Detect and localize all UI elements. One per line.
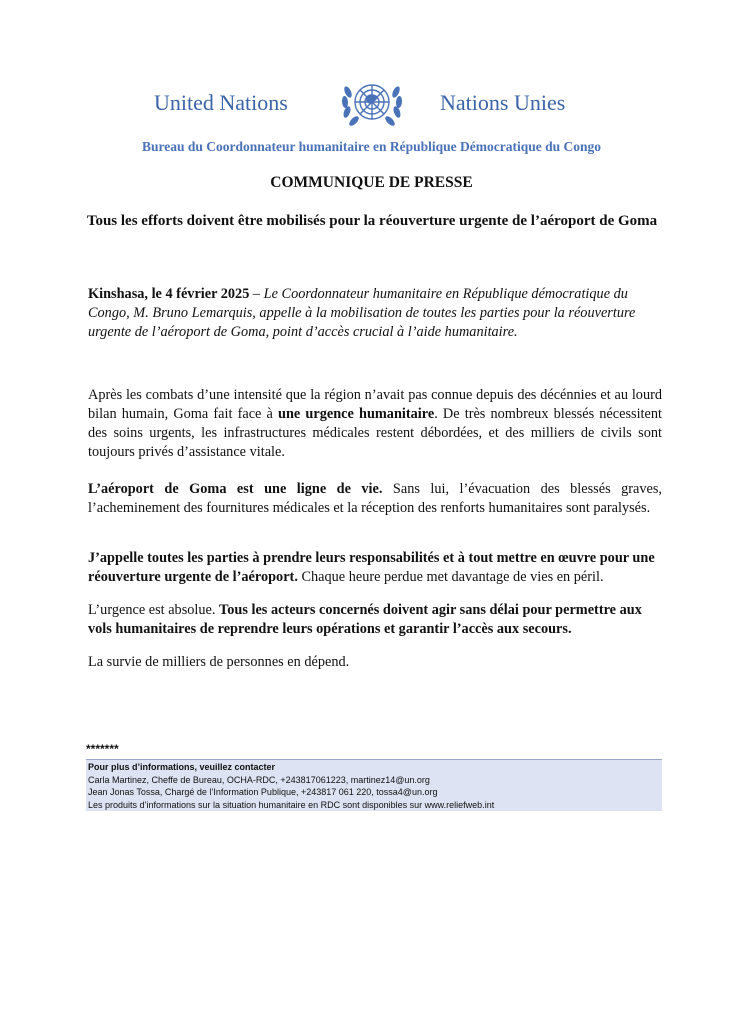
lead-paragraph bbox=[88, 285, 662, 342]
contact-title: Pour plus d’informations, veuillez contacter bbox=[88, 762, 276, 772]
contact-line-3: Les produits d’informations sur la situation humanitaire en RDC sont disponibles sur www.reliefweb.int bbox=[88, 799, 495, 810]
p4-emphasis: Tous les acteurs concernés doivent agir sans délai pour permettre aux vols humanitaires de reprendre leurs opérations et garantir l’accès aux secours. bbox=[88, 602, 642, 637]
p4-text: L’urgence est absolue. bbox=[88, 602, 220, 618]
p3-text: Chaque heure perdue met davantage de vies en péril. bbox=[297, 569, 604, 585]
bureau-name: Bureau du Coordonnateur humanitaire en République Démocratique du Congo bbox=[141, 139, 602, 154]
lead-summary: Le Coordonnateur humanitaire en République démocratique du Congo, M. Bruno Lemarquis, appelle à la mobilisation de toutes les parties pour la réouverture urgente de l’aéroport de Goma, point d’accès crucial à l’aide humanitaire. bbox=[88, 286, 636, 340]
dateline: Kinshasa, le 4 février 2025 bbox=[88, 286, 250, 302]
body-paragraph-5: La survie de milliers de personnes en dépend. bbox=[88, 654, 350, 670]
p3-emphasis: J’appelle toutes les parties à prendre leurs responsabilités et à tout mettre en œuvre pour une réouverture urgente de l’aéroport. bbox=[88, 550, 655, 585]
p1-emphasis: une urgence humanitaire bbox=[278, 406, 435, 422]
body-paragraph-2 bbox=[88, 480, 662, 518]
headline: Tous les efforts doivent être mobilisés pour la réouverture urgente de l’aéroport de Goma bbox=[86, 213, 658, 229]
contact-line-1: Carla Martinez, Cheffe de Bureau, OCHA-RDC, +243817061223, martinez14@un.org bbox=[88, 774, 430, 785]
press-release-label: COMMUNIQUE DE PRESSE bbox=[270, 174, 473, 191]
header-org-fr: Nations Unies bbox=[440, 90, 566, 115]
body-paragraph-4 bbox=[88, 601, 662, 639]
body-paragraph-1 bbox=[88, 386, 662, 462]
contact-box bbox=[86, 759, 662, 811]
contact-line-2: Jean Jonas Tossa, Chargé de l’Information Publique, +243817 061 220, tossa4@un.org bbox=[88, 787, 438, 797]
header-org-en: United Nations bbox=[154, 90, 288, 115]
body-paragraph-3 bbox=[88, 549, 662, 587]
separator-stars: ******* bbox=[86, 742, 119, 756]
p1-text-c: . De très nombreux blessés nécessitent des soins urgents, les infrastructures médicales restent débordées, et des milliers de civils sont toujours privés d’assistance vitale. bbox=[88, 406, 662, 460]
p2-emphasis: L’aéroport de Goma est une ligne de vie. bbox=[88, 481, 383, 497]
un-emblem-icon bbox=[334, 72, 410, 136]
dateline-dash: – bbox=[249, 286, 264, 302]
p2-text: Sans lui, l’évacuation des blessés graves, l’acheminement des fournitures médicales et la réception des renforts humanitaires sont paralysés. bbox=[88, 481, 662, 516]
p1-text-a: Après les combats d’une intensité que la région n’avait pas connue depuis des décénnies et au lourd bilan humain, Goma fait face à bbox=[88, 387, 662, 422]
